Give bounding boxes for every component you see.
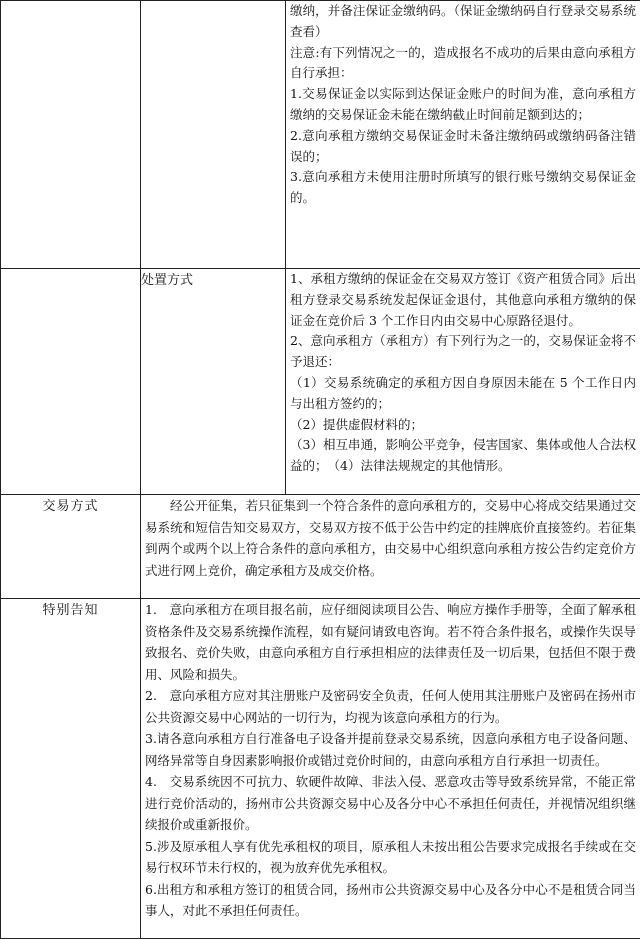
deposit-note-line: 注意:有下列情况之一的，造成报名不成功的后果由意向承租方自行承担：	[286, 43, 640, 85]
notice-item: 2. 意向承租方应对其注册账户及密码安全负责，任何人使用其注册账户及密码在扬州市公共资源交易中心网站的一切行为，均视为该意向承租方的行为。	[141, 685, 640, 728]
transaction-method-label: 交易方式	[1, 495, 141, 599]
special-notice-cell	[141, 599, 640, 939]
transaction-method-text: 经公开征集，若只征集到一个符合条件的意向承租方的，交易中心将成交结果通过交易系统和短信告知交易双方，交易双方按不低于公告中约定的挂牌底价直接签约。若征集到两个或两个以上符合条件的意向承租方，由交易中心组织意向承租方按公告约定竞价方式进行网上竞价，确定承租方及成交价格。	[141, 495, 640, 581]
notice-item: 1. 意向承租方在项目报名前，应仔细阅读项目公告、响应方操作手册等，全面了解承租资格条件及交易系统操作流程，如有疑问请致电咨询。若不符合条件报名，或操作失误导致报名、竞价失败，由意向承租方自行承担相应的法律责任及一切后果，包括但不限于费用、风险和损失。	[141, 599, 640, 685]
disposal-line: 2、意向承租方（承租方）有下列行为之一的，交易保证金将不予退还：	[286, 331, 640, 373]
row-special-notice	[1, 599, 640, 939]
deposit-note-line: 3.意向承租方未使用注册时所填写的银行账号缴纳交易保证金的。	[286, 167, 640, 209]
special-notice-label: 特别告知	[1, 599, 141, 939]
disposal-line: 1、承租方缴纳的保证金在交易双方签订《资产租赁合同》后出租方登录交易系统发起保证金退付，其他意向承租方缴纳的保证金在竞价后 3 个工作日内由交易中心原路径退付。	[286, 269, 640, 331]
notice-item: 4. 交易系统因不可抗力、软硬件故障、非法入侵、恶意攻击等导致系统异常，不能正常进行竞价活动的，扬州市公共资源交易中心及各分中心不承担任何责任，并视情况组织继续报价或重新报价。	[141, 771, 640, 836]
deposit-outer-label	[1, 1, 141, 269]
row-disposal-method	[1, 269, 640, 495]
deposit-note-line: 2.意向承租方缴纳交易保证金时未备注缴纳码或缴纳码备注错误的；	[286, 126, 640, 168]
deposit-notes-cell	[286, 1, 640, 269]
transaction-method-cell	[141, 495, 640, 599]
deposit-inner-label	[141, 1, 286, 269]
disposal-method-label: 处置方式	[141, 269, 286, 495]
deposit-note-line: 1.交易保证金以实际到达保证金账户的时间为准，意向承租方缴纳的交易保证金未能在缴纳截止时间前足额到达的；	[286, 84, 640, 126]
disposal-method-cell	[286, 269, 640, 495]
notice-item: 5.涉及原承租人享有优先承租权的项目，原承租人未按出租公告要求完成报名手续或在交易行权环节未行权的，视为放弃优先承租权。	[141, 836, 640, 879]
disposal-outer-label	[1, 269, 141, 495]
disposal-line: （3）相互串通，影响公平竞争，侵害国家、集体或他人合法权益的； （4）法律法规规定的其他情形。	[286, 435, 640, 477]
notice-item: 3.请各意向承租方自行准备电子设备并提前登录交易系统，因意向承租方电子设备问题、网络异常等自身因素影响报价或错过竞价时间的，由意向承租方自行承担一切责任。	[141, 728, 640, 771]
notice-item: 6.出租方和承租方签订的租赁合同，扬州市公共资源交易中心及各分中心不是租赁合同当事人，对此不承担任何责任。	[141, 879, 640, 922]
deposit-note-line: 缴纳，并备注保证金缴纳码。（保证金缴纳码自行登录交易系统查看）	[286, 1, 640, 43]
row-transaction-method	[1, 495, 640, 599]
row-deposit-notes	[1, 1, 640, 269]
disposal-line: （1）交易系统确定的承租方因自身原因未能在 5 个工作日内与出租方签约的；	[286, 373, 640, 415]
disposal-line: （2）提供虚假材料的；	[286, 415, 640, 436]
